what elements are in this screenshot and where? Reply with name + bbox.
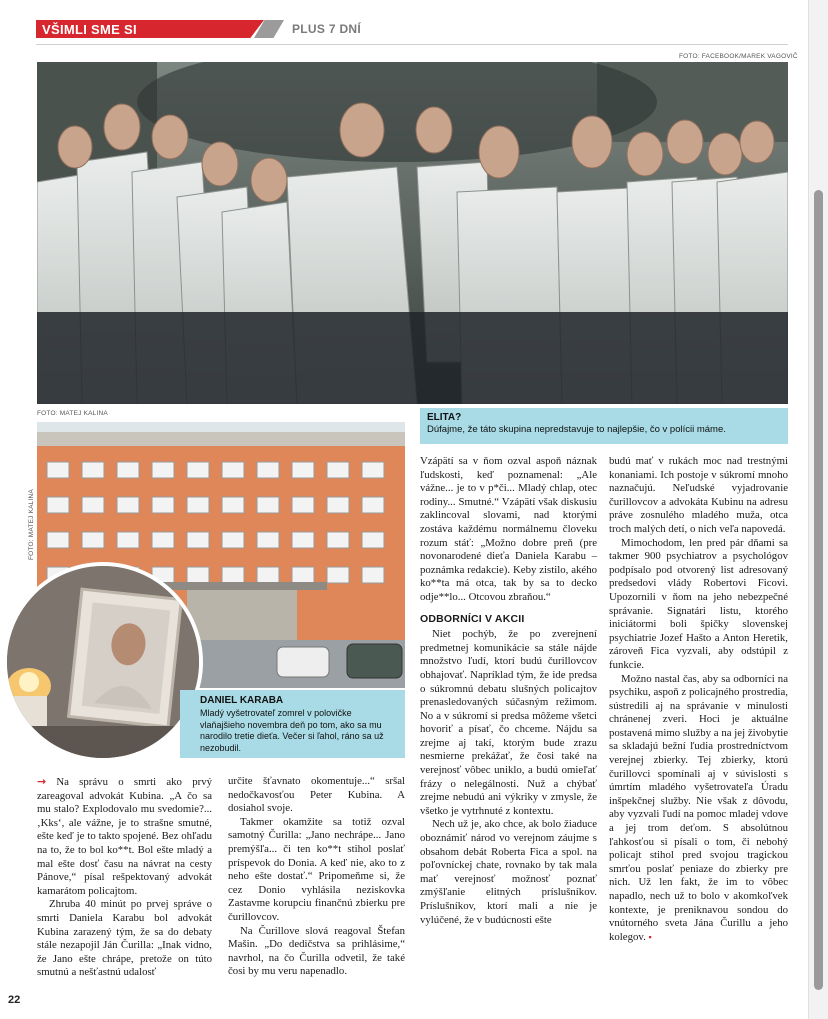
article-column-3 <box>420 455 597 927</box>
hero-caption-title: ELITA? <box>427 412 462 423</box>
end-mark-icon: ▪ <box>648 931 652 942</box>
article-paragraph: Na Čurillove slová reagoval Štefan Mašin. „Do dedičstva sa prihlásime,“ navrhol, na čo Čurilla odvetil, že také čosi by mu veru napenadlo. <box>228 924 405 978</box>
group-of-men-illustration <box>37 62 788 404</box>
hero-photo-credit: FOTO: FACEBOOK/MAREK VAGOVIČ <box>679 53 798 60</box>
vertical-scrollbar[interactable] <box>808 0 828 1019</box>
article-paragraph: Mimochodom, len pred pár dňami sa takmer 900 psychiatrov a psychológov podpísalo pod otvorený list adresovaný predsedovi vlády Robertovi Ficovi. Upozornili v ňom na jeho nebezpečné správanie. Signatári listu, ktorého iniciátormi boli špičky slovenskej psychiatrie Jozef Hašto a Anton Heretik, zároveň Fica vyzvali, aby odstúpil z funkcie. <box>609 536 788 671</box>
hero-group-photo <box>37 62 788 404</box>
page-number: 22 <box>8 994 21 1006</box>
section-tag <box>36 20 266 38</box>
karaba-caption <box>180 690 405 758</box>
article-paragraph: budú mať v rukách moc nad trestnými konaniami. Ich postoje v súkromí mnoho naznačujú. Neľudské vyjadrovanie čurillovcov a advokáta Kubinu na adresu práve zosnulého mladého muža, otca troch malých detí, o nich veľa napovedá. <box>609 455 788 535</box>
karaba-caption-text: Mladý vyšetrovateľ zomrel v polovičke vlaňajšieho novembra deň po tom, ako sa mu narodilo tretie dieťa. Večer si ľahol, ráno sa už nezobudil. <box>200 708 384 753</box>
top-divider <box>36 44 788 45</box>
article-column-1 <box>37 775 212 980</box>
article-paragraph: → Na správu o smrti ako prvý zareagoval advokát Kubina. „A čo sa mu stalo? Explodovalo mu svedomie?... ‚Kks‘, ale vážne, je to strašne smutné, ešte keď je to takto spojené. Bez ohľadu na to, že to bol ko**t. Bol ešte mladý a mal ešte dosť času na návrat na cesty Pánove,“ písal rešpektovaný advokát kamarátom policajtom. <box>37 775 213 897</box>
article-paragraph: Možno nastal čas, aby sa odborníci na psychiku, aspoň z policajného prostredia, sústredili aj na správanie v minulosti chránenej zveri. Hoci je aktuálne postavená mimo služby a na jej živobytie sa skladajú bežní ľudia prostredníctvom verejnej zbierky. Tej zbierky, ktorú čurillovci spomínali aj v súvislosti s úmrtím mladého vyšetrovateľa Úradu inšpekčnej služby. Nie však z dôvodu, aby vyzvali ľudí na pomoc mladej vdove a jej trom deťom. S absolútnou ľahkosťou si písali o tom, či nebohý policajt stihol pred svojou tragickou smrťou poslať peniaze do zbierky pre nich. Už len fakt, že im to vôbec napadlo, nech už to bolo v akomkoľvek kontexte, je preniknavou sondou do vnútorného sveta Jána Čurillu a jeho kolegov. ▪ <box>609 672 788 943</box>
building-photo-credit: FOTO: MATEJ KALINA <box>37 410 108 417</box>
article-paragraph: Takmer okamžite sa totiž ozval samotný Čurilla: „Jano nechrápe... Jano premýšľa... či ten ko**t stihol poslať príspevok do Donia. A keď nie, ako to z neho ešte dostať.“ Pripomeňme si, že cez Donio vyhlásila neziskovka Zastavme korupciu finančnú zbierku pre čurillovcov. <box>228 815 405 923</box>
article-paragraph: určite šťavnato okomentuje...“ sršal nedočkavosťou Peter Kubina. A dosiahol svoje. <box>228 775 405 815</box>
arrow-right-icon: → <box>37 775 47 788</box>
memorial-photo-illustration <box>7 566 199 758</box>
hero-caption-text: Dúfajme, že táto skupina nepredstavuje to najlepšie, čo v polícii máme. <box>427 424 726 435</box>
karaba-caption-title: DANIEL KARABA <box>200 695 284 706</box>
article-column-2 <box>228 775 405 979</box>
hero-caption <box>420 408 788 444</box>
subheading: ODBORNÍCI V AKCII <box>420 612 525 625</box>
building-side-credit: FOTO: MATEJ KALINA <box>28 489 35 560</box>
kicker-label: PLUS 7 DNÍ <box>292 22 362 36</box>
scrollbar-thumb[interactable] <box>814 190 823 990</box>
article-paragraph: Niet pochýb, že po zverejnení predmetnej komunikácie sa stále nájde množstvo ľudí, ktorí budú čurillovcov obhajovať. Napríklad tým, že ide predsa o súkromnú debatu slušných policajtov prenasledovaných súčasným režimom. No a v súkromí si predsa môžeme všetci hovoriť a písať, čo chceme. Nájdu sa zrejme aj takí, ktorým bude zrazu nesmierne prekážať, že čosi také na verejnosť vôbec uniklo, a budú omieľať frázy o nelegálnosti. Nuž a chýbať zrejme nebudú ani výkriky v zmysle, že všetko je vytrhnuté z kontextu. <box>420 628 597 817</box>
article-paragraph: Zhruba 40 minút po prvej správe o smrti Daniela Karabu bol advokát Kubina zarazený tým, že sa do debaty stále nezapojil Ján Čurilla: „Inak vidno, že Jano ešte chrápe, pretože on túto smutnú a nešťastnú udalosť <box>37 898 212 979</box>
memorial-photo-circle <box>3 562 203 762</box>
article-paragraph: Vzápätí sa v ňom ozval aspoň náznak ľudskosti, keď poznamenal: „Ale vážne... je to v p*či... Mladý chlap, otec rodiny... Smutné.“ Vzápätí však diskusiu zaklincoval slovami, nad ktorými zostáva každému normálnemu človeku rozum stáť: „Možno dobre preň (pre novonarodené dieťa Daniela Karabu – poznámka redakcie). Keby zistilo, akého ko**ta má otca, tak by sa to decko odje**lo... Otcovou zbraňou.“ <box>420 455 597 603</box>
article-column-4 <box>609 455 788 944</box>
section-label: VŠIMLI SME SI <box>42 22 137 37</box>
article-paragraph: Nech už je, ako chce, ak bolo žiaduce oboznámiť národ vo verejnom záujme s obsahom debát Roberta Fica a spol. na poľovníckej chate, rovnako by tak mala mať verejnosť možnosť poznať zmýšľanie elitných príslušníkov. Príslušníkov, ktorí mali a nie je vylúčené, že v budúcnosti ešte <box>420 818 597 926</box>
